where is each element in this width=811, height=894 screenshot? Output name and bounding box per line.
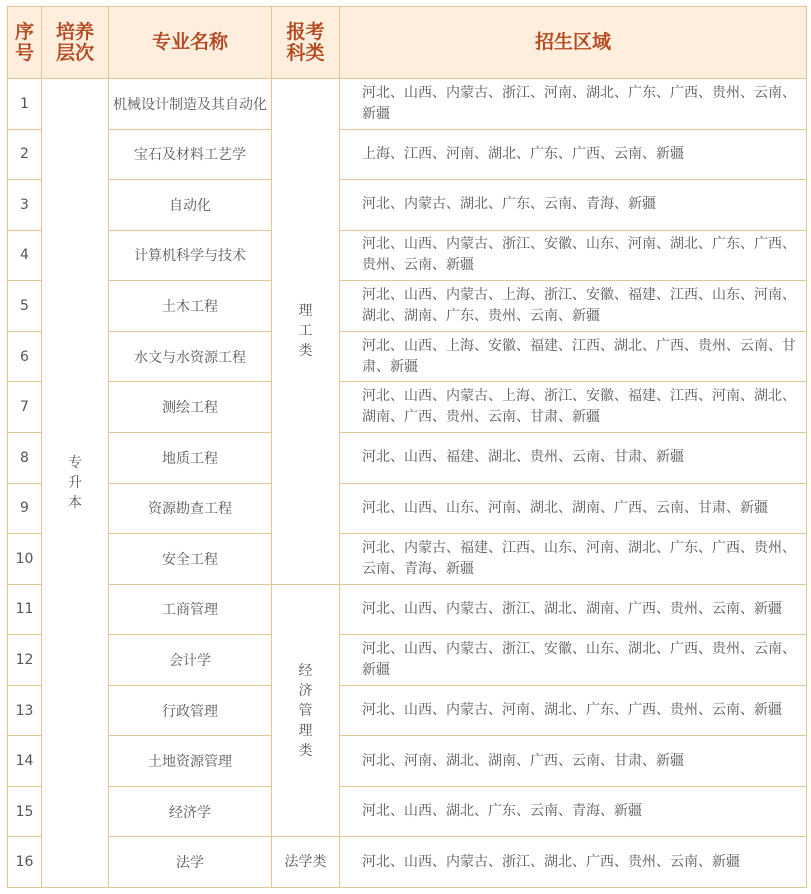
table-row: [8, 483, 807, 534]
major-cell: 计算机科学与技术: [109, 230, 272, 281]
row-index: 11: [8, 584, 42, 635]
header-level: 培养 层次: [42, 7, 109, 79]
row-index: 16: [8, 837, 42, 888]
region-cell: 河北、山西、上海、安徽、福建、江西、湖北、广西、贵州、云南、甘肃、新疆: [340, 331, 807, 382]
major-cell: 资源勘查工程: [109, 483, 272, 534]
table-row: [8, 685, 807, 736]
table-row: [8, 534, 807, 585]
header-major: 专业名称: [109, 7, 272, 79]
table-row: [8, 180, 807, 231]
major-cell: 测绘工程: [109, 382, 272, 433]
table-row: [8, 432, 807, 483]
region-cell: 河北、河南、湖北、湖南、广西、云南、甘肃、新疆: [340, 736, 807, 787]
region-cell: 河北、内蒙古、福建、江西、山东、河南、湖北、广东、广西、贵州、云南、青海、新疆: [340, 534, 807, 585]
row-index: 12: [8, 635, 42, 686]
region-cell: 河北、山西、内蒙古、浙江、安徽、山东、湖北、广西、贵州、云南、新疆: [340, 635, 807, 686]
table-row: [8, 584, 807, 635]
region-cell: 河北、山西、内蒙古、浙江、湖北、湖南、广西、贵州、云南、新疆: [340, 584, 807, 635]
region-cell: 河北、山西、内蒙古、浙江、湖北、广西、贵州、云南、新疆: [340, 837, 807, 888]
row-index: 9: [8, 483, 42, 534]
header-category: 报考 科类: [272, 7, 340, 79]
table-row: [8, 736, 807, 787]
row-index: 14: [8, 736, 42, 787]
region-cell: 河北、内蒙古、湖北、广东、云南、青海、新疆: [340, 180, 807, 231]
row-index: 13: [8, 685, 42, 736]
row-index: 1: [8, 79, 42, 130]
header-row: [8, 7, 807, 79]
region-cell: 上海、江西、河南、湖北、广东、广西、云南、新疆: [340, 129, 807, 180]
major-cell: 机械设计制造及其自动化: [109, 79, 272, 130]
table-row: [8, 331, 807, 382]
major-cell: 地质工程: [109, 432, 272, 483]
table-row: [8, 635, 807, 686]
table-row: [8, 837, 807, 888]
region-cell: 河北、山西、内蒙古、上海、浙江、安徽、福建、江西、山东、河南、湖北、湖南、广东、贵州、云南、新疆: [340, 281, 807, 332]
category-cell-economics-management: 经 济 管 理 类: [272, 584, 340, 837]
category-cell-law: 法学类: [272, 837, 340, 888]
major-cell: 自动化: [109, 180, 272, 231]
level-cell: 专 升 本: [42, 79, 109, 888]
region-cell: 河北、山西、内蒙古、上海、浙江、安徽、福建、江西、河南、湖北、湖南、广西、贵州、云南、甘肃、新疆: [340, 382, 807, 433]
admissions-table: [7, 6, 807, 888]
header-region: 招生区域: [340, 7, 807, 79]
row-index: 10: [8, 534, 42, 585]
row-index: 5: [8, 281, 42, 332]
table-row: [8, 230, 807, 281]
category-cell-science-engineering: 理 工 类: [272, 79, 340, 585]
table-row: [8, 382, 807, 433]
row-index: 4: [8, 230, 42, 281]
major-cell: 会计学: [109, 635, 272, 686]
region-cell: 河北、山西、内蒙古、河南、湖北、广东、广西、贵州、云南、新疆: [340, 685, 807, 736]
major-cell: 水文与水资源工程: [109, 331, 272, 382]
major-cell: 法学: [109, 837, 272, 888]
row-index: 6: [8, 331, 42, 382]
row-index: 3: [8, 180, 42, 231]
header-index: 序 号: [8, 7, 42, 79]
region-cell: 河北、山西、山东、河南、湖北、湖南、广西、云南、甘肃、新疆: [340, 483, 807, 534]
region-cell: 河北、山西、福建、湖北、贵州、云南、甘肃、新疆: [340, 432, 807, 483]
table-row: [8, 786, 807, 837]
row-index: 2: [8, 129, 42, 180]
major-cell: 宝石及材料工艺学: [109, 129, 272, 180]
major-cell: 土木工程: [109, 281, 272, 332]
region-cell: 河北、山西、内蒙古、浙江、河南、湖北、广东、广西、贵州、云南、新疆: [340, 79, 807, 130]
region-cell: 河北、山西、内蒙古、浙江、安徽、山东、河南、湖北、广东、广西、贵州、云南、新疆: [340, 230, 807, 281]
table-row: [8, 281, 807, 332]
major-cell: 行政管理: [109, 685, 272, 736]
major-cell: 经济学: [109, 786, 272, 837]
region-cell: 河北、山西、湖北、广东、云南、青海、新疆: [340, 786, 807, 837]
row-index: 15: [8, 786, 42, 837]
row-index: 7: [8, 382, 42, 433]
major-cell: 土地资源管理: [109, 736, 272, 787]
major-cell: 工商管理: [109, 584, 272, 635]
row-index: 8: [8, 432, 42, 483]
table-row: [8, 129, 807, 180]
major-cell: 安全工程: [109, 534, 272, 585]
table-row: [8, 79, 807, 130]
